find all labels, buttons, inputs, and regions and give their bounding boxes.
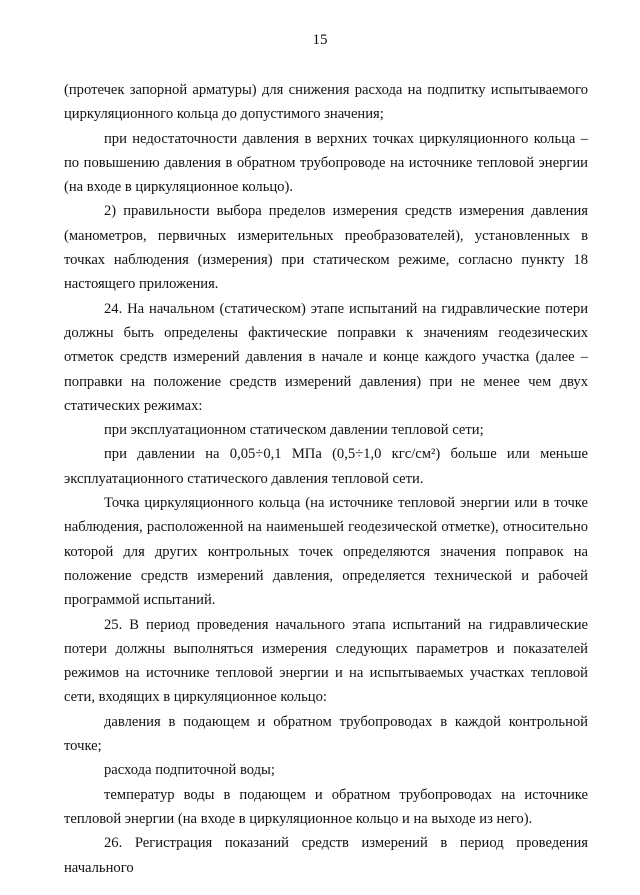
page-number: 15 <box>312 32 328 48</box>
paragraph-9: давления в подающем и обратном трубопроводах в каждой контрольной точке; <box>64 713 588 755</box>
paragraph-10: расхода подпиточной воды; <box>104 762 275 779</box>
paragraph-2: при недостаточности давления в верхних точках циркуляционного кольца – по повышению давления в обратном трубопроводе на источнике тепловой энергии (на входе в циркуляционное кольцо). <box>64 130 588 196</box>
paragraph-7: Точка циркуляционного кольца (на источнике тепловой энергии или в точке наблюдения, расположенной на наименьшей геодезической отметке), относительно которой для других контрольных точек определяются значения поправок на положение средств измерений давления, определяется технической и рабочей программой испытаний. <box>64 495 588 609</box>
paragraph-3: 2) правильности выбора пределов измерения средств измерения давления (манометров, первичных измерительных преобразователей), установленных в точках наблюдения (измерения) при статическом режиме, согласно пункту 18 настоящего приложения. <box>64 203 588 293</box>
paragraph-1: (протечек запорной арматуры) для снижения расхода на подпитку испытываемого циркуляционного кольца до допустимого значения; <box>64 82 588 123</box>
paragraph-11: температур воды в подающем и обратном трубопроводах на источнике тепловой энергии (на входе в циркуляционное кольцо и на выходе из него). <box>64 786 588 827</box>
document-body <box>64 78 588 880</box>
paragraph-5: при эксплуатационном статическом давлении тепловой сети; <box>104 422 484 439</box>
paragraph-4: 24. На начальном (статическом) этапе испытаний на гидравлические потери должны быть определены фактические поправки к значениям геодезических отметок средств измерений давления в начале и конце каждого участка (далее – поправки на положение средств измерений давления) при не менее чем двух статических режимах: <box>64 300 588 414</box>
paragraph-12: 26. Регистрация показаний средств измерений в период проведения начального <box>64 835 588 876</box>
paragraph-6: при давлении на 0,05÷0,1 МПа (0,5÷1,0 кгс/см²) больше или меньше эксплуатационного статического давления тепловой сети. <box>64 446 588 487</box>
paragraph-8: 25. В период проведения начального этапа испытаний на гидравлические потери должны выполняться измерения следующих параметров и показателей режимов на источнике тепловой энергии и на испытываемых участках тепловой сети, входящих в циркуляционное кольцо: <box>64 616 588 706</box>
